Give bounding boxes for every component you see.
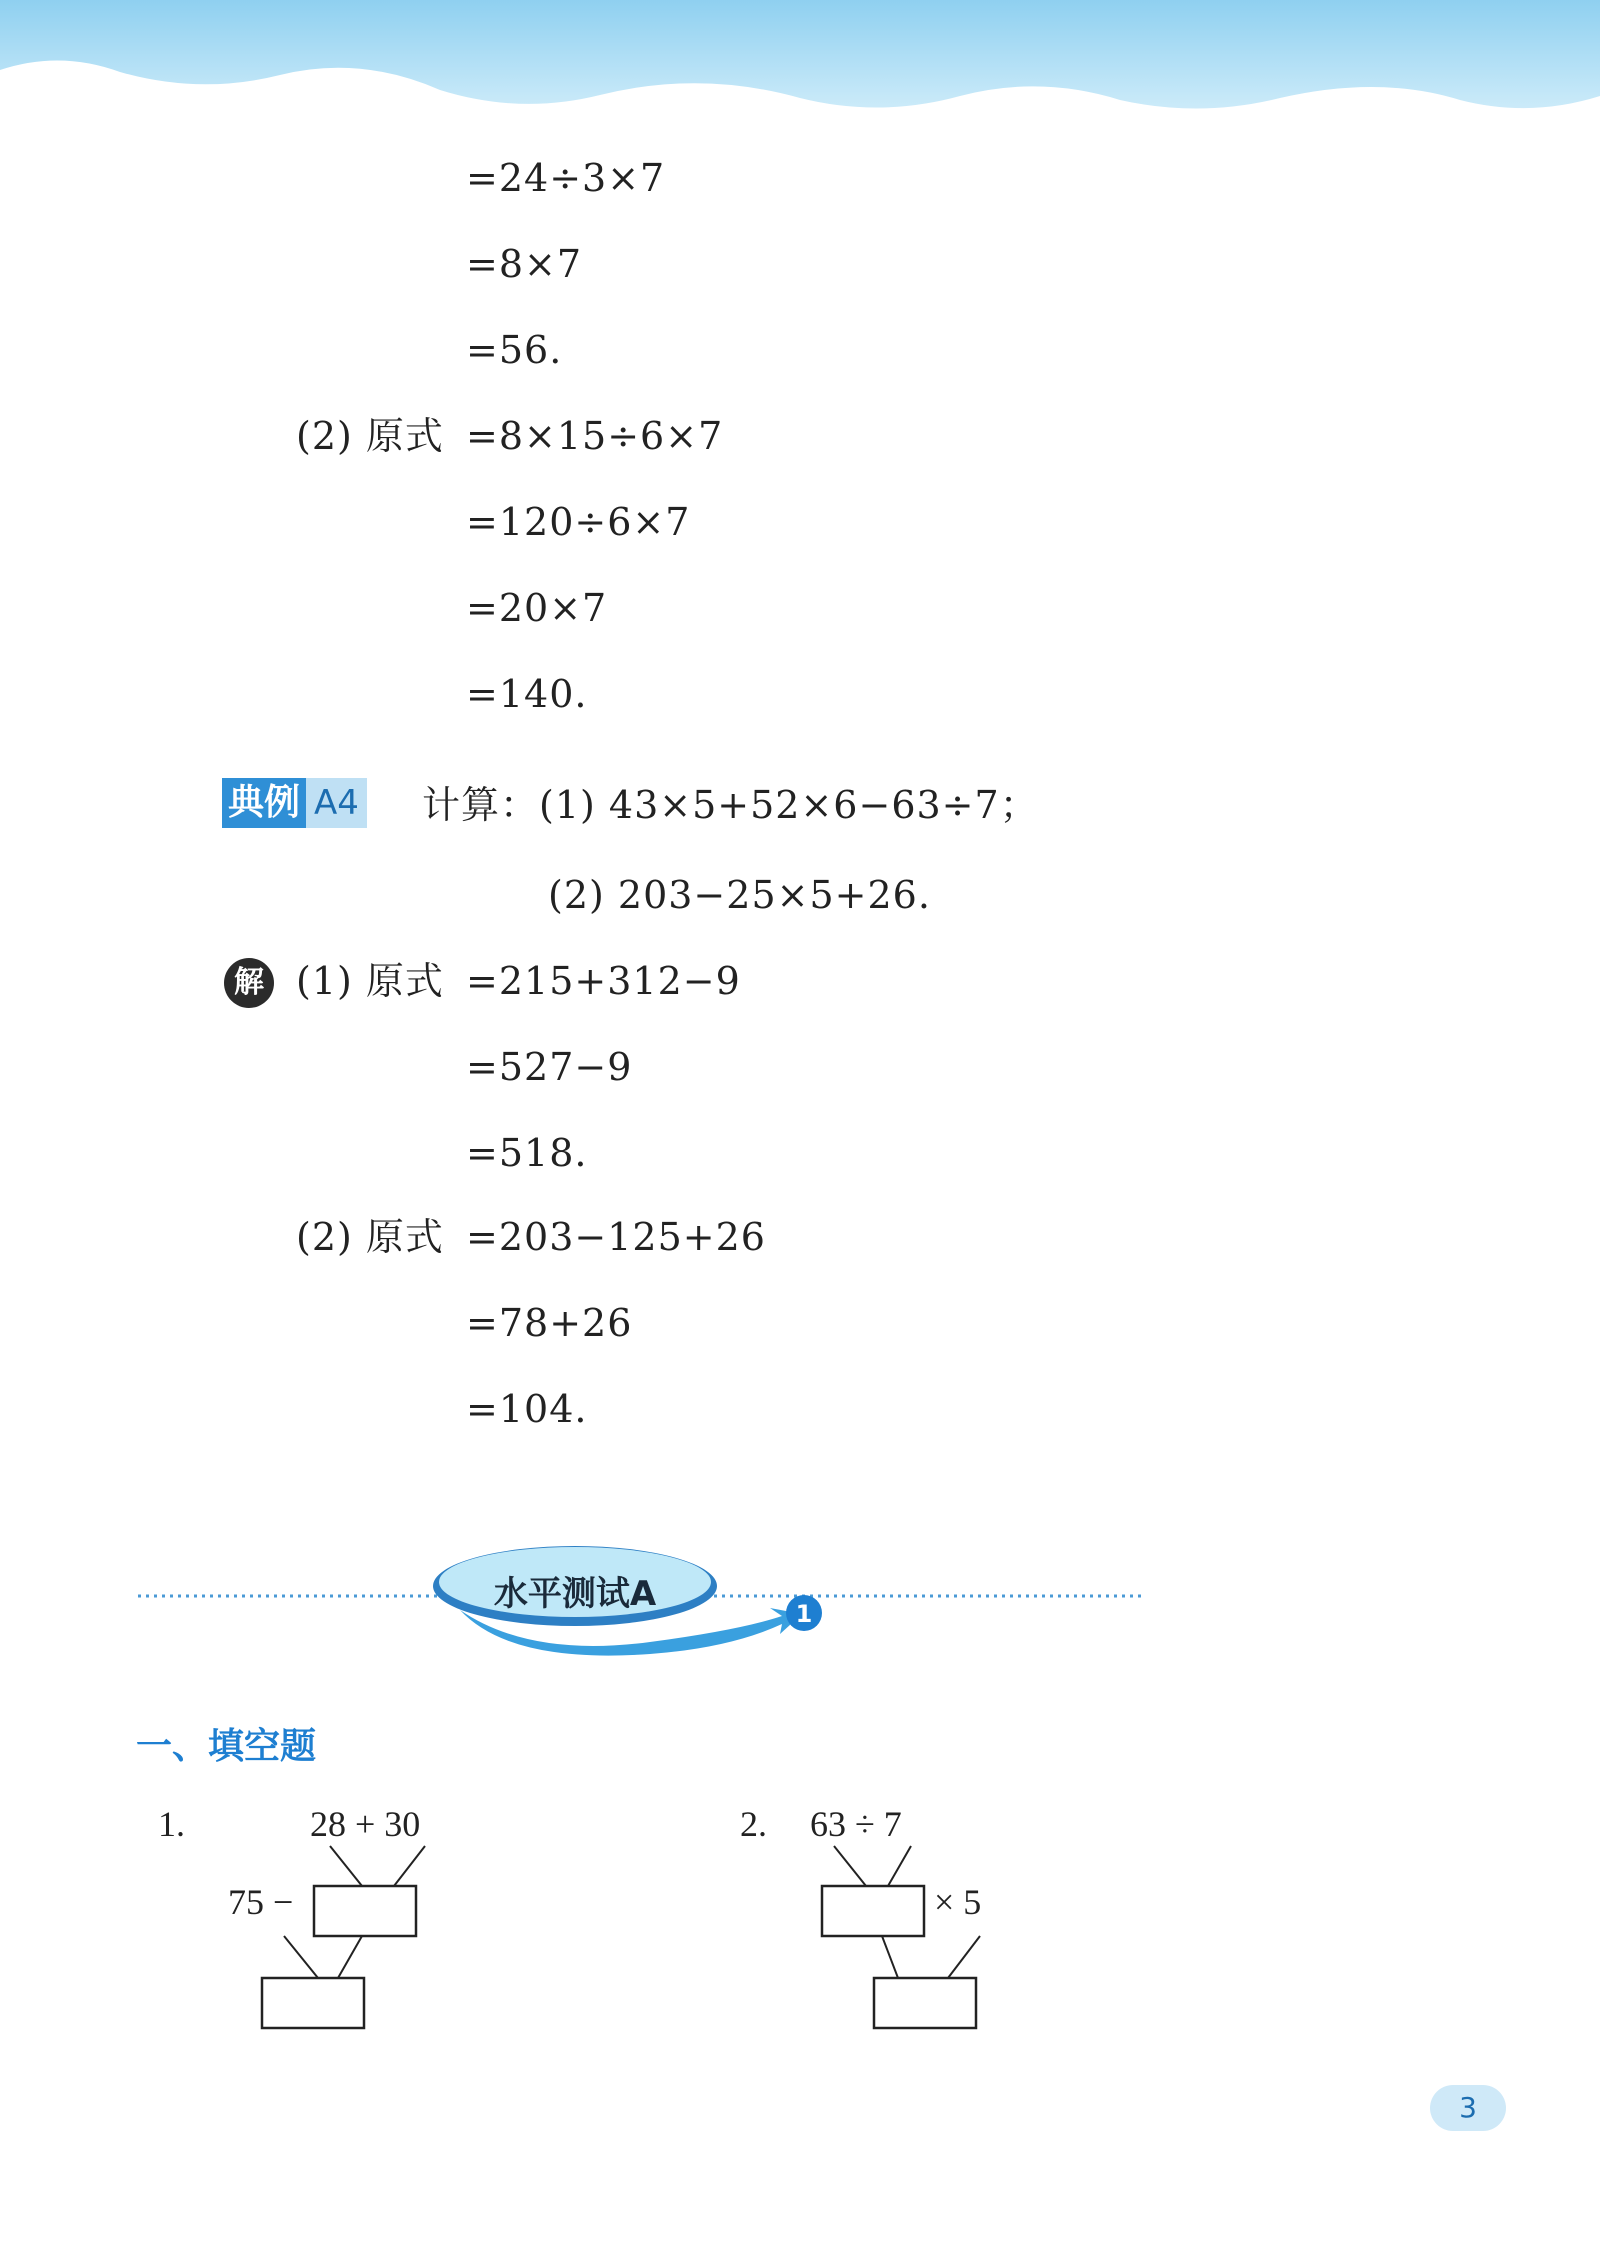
step-line: =8×15÷6×7 xyxy=(466,414,724,458)
question-1-number: 1. xyxy=(158,1804,185,1844)
question-1-top-expression: 28 + 30 xyxy=(310,1804,421,1844)
answer-box[interactable] xyxy=(262,1978,364,2028)
question-2-top-expression: 63 ÷ 7 xyxy=(810,1804,902,1844)
step-line: =56. xyxy=(466,328,563,372)
example-problem-line1: 计算：(1) 43×5+52×6−63÷7； xyxy=(422,783,1039,827)
step-line: =120÷6×7 xyxy=(466,500,691,544)
step-line: =518. xyxy=(466,1131,588,1175)
part-label: (1) 原式 xyxy=(296,959,444,1003)
step-line: =20×7 xyxy=(466,586,608,630)
banner-number: 1 xyxy=(795,1600,813,1628)
step-line: =203−125+26 xyxy=(466,1215,766,1259)
step-line: =78+26 xyxy=(466,1301,633,1345)
fill-in-questions xyxy=(140,1790,1040,2050)
page-number: 3 xyxy=(1430,2085,1506,2131)
question-1-side-expression: 75 − xyxy=(228,1882,294,1922)
step-line: =104. xyxy=(466,1387,588,1431)
example-badge xyxy=(222,778,367,828)
example-problem-line2: (2) 203−25×5+26. xyxy=(548,873,931,917)
part-label: (2) 原式 xyxy=(296,414,444,458)
step-line: =527−9 xyxy=(466,1045,633,1089)
banner-title: 水平测试A xyxy=(493,1574,657,1614)
answer-box[interactable] xyxy=(874,1978,976,2028)
step-line: =140. xyxy=(466,672,588,716)
question-2-number: 2. xyxy=(740,1804,767,1844)
question-2-side-expression: × 5 xyxy=(934,1882,982,1922)
step-line: =24÷3×7 xyxy=(466,156,666,200)
solution-icon: 解 xyxy=(224,958,274,1008)
section-title: 一、填空题 xyxy=(136,1726,317,1767)
part-label: (2) 原式 xyxy=(296,1215,444,1259)
example-badge-label: 典例 xyxy=(222,778,306,828)
answer-box[interactable] xyxy=(822,1886,924,1936)
step-line: =8×7 xyxy=(466,242,583,286)
answer-box[interactable] xyxy=(314,1886,416,1936)
example-badge-code: A4 xyxy=(306,778,367,828)
step-line: =215+312−9 xyxy=(466,959,741,1003)
sky-header-decoration xyxy=(0,0,1600,130)
